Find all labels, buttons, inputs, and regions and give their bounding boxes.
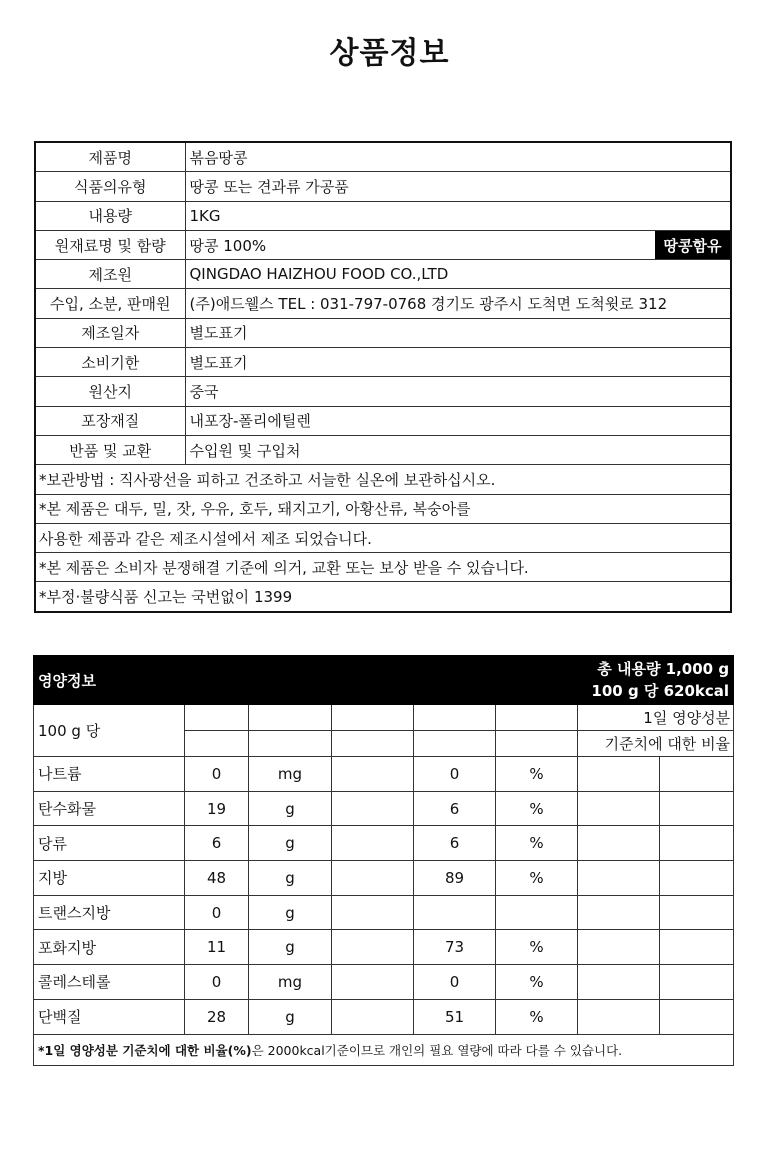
nutrient-dv-percent: 6 — [414, 791, 496, 826]
info-value: 별도표기 — [189, 324, 248, 343]
note-text: *본 제품은 대두, 밀, 잣, 우유, 호두, 돼지고기, 아황산류, 복숭아를 — [35, 494, 731, 523]
nutrient-dv-percent: 0 — [414, 965, 496, 1000]
nutrient-dv-unit: % — [496, 791, 578, 826]
info-label: 포장재질 — [35, 406, 185, 435]
empty-cell — [249, 705, 332, 731]
info-row — [35, 348, 731, 377]
nutrient-row — [34, 826, 734, 861]
empty-cell — [578, 861, 660, 896]
nutrient-row — [34, 895, 734, 930]
product-info-table — [34, 141, 732, 613]
empty-cell — [332, 826, 414, 861]
nutrient-amount: 6 — [185, 826, 249, 861]
note-row — [35, 465, 731, 494]
empty-cell — [660, 826, 734, 861]
nutrition-footnote — [34, 1034, 734, 1065]
nutrition-header-title: 영양정보 — [34, 656, 414, 705]
page-title: 상품정보 — [329, 36, 450, 71]
nutrient-name: 탄수화물 — [34, 791, 185, 826]
empty-cell — [332, 705, 414, 731]
info-label: 소비기한 — [35, 348, 185, 377]
nutrient-name: 트랜스지방 — [34, 895, 185, 930]
info-value: 1KG — [189, 206, 221, 225]
empty-cell — [332, 861, 414, 896]
note-row — [35, 523, 731, 552]
nutrient-row — [34, 757, 734, 792]
info-value-cell — [185, 260, 731, 289]
empty-cell — [660, 999, 734, 1034]
empty-cell — [660, 930, 734, 965]
nutrition-subheader-row — [34, 705, 734, 731]
info-row — [35, 289, 731, 318]
empty-cell — [332, 757, 414, 792]
nutrient-dv-unit: % — [496, 999, 578, 1034]
info-label: 식품의유형 — [35, 172, 185, 201]
empty-cell — [578, 965, 660, 1000]
nutrient-dv-unit: % — [496, 930, 578, 965]
nutrient-dv-percent — [414, 895, 496, 930]
nutrient-unit: g — [249, 930, 332, 965]
nutrient-name: 지방 — [34, 861, 185, 896]
nutrient-name: 당류 — [34, 826, 185, 861]
empty-cell — [185, 731, 249, 757]
info-value-cell — [185, 348, 731, 377]
info-value-cell — [185, 377, 731, 406]
info-value-cell — [185, 230, 731, 259]
empty-cell — [578, 895, 660, 930]
footnote-rest: 은 2000kcal기준이므로 개인의 필요 열량에 따라 다를 수 있습니다. — [251, 1042, 623, 1058]
info-value: (주)애드웰스 TEL : 031-797-0768 경기도 광주시 도척면 도척윗로 312 — [189, 295, 668, 314]
info-value-cell — [185, 406, 731, 435]
info-row — [35, 406, 731, 435]
info-label: 제품명 — [35, 142, 185, 172]
info-value-cell — [185, 435, 731, 464]
dv-label-2: 기준치에 대한 비율 — [578, 731, 734, 757]
empty-cell — [332, 895, 414, 930]
nutrient-amount: 0 — [185, 965, 249, 1000]
info-value: 수입원 및 구입처 — [189, 441, 301, 460]
note-row — [35, 553, 731, 582]
note-row — [35, 494, 731, 523]
empty-cell — [578, 791, 660, 826]
info-row — [35, 142, 731, 172]
nutrition-header-row — [34, 656, 734, 705]
info-value-cell — [185, 201, 731, 230]
nutrient-amount: 48 — [185, 861, 249, 896]
nutrient-row — [34, 999, 734, 1034]
empty-cell — [578, 999, 660, 1034]
empty-cell — [249, 731, 332, 757]
nutrient-amount: 0 — [185, 757, 249, 792]
nutrient-dv-percent: 73 — [414, 930, 496, 965]
nutrient-name: 나트륨 — [34, 757, 185, 792]
info-value-cell — [185, 142, 731, 172]
info-value: 별도표기 — [189, 353, 248, 372]
nutrient-amount: 28 — [185, 999, 249, 1034]
info-value-cell — [185, 289, 731, 318]
note-text: *본 제품은 소비자 분쟁해결 기준에 의거, 교환 또는 보상 받을 수 있습니다. — [35, 553, 731, 582]
nutrient-amount: 0 — [185, 895, 249, 930]
empty-cell — [414, 705, 496, 731]
info-value: 볶음땅콩 — [189, 148, 248, 167]
info-row — [35, 172, 731, 201]
per-serving-kcal: 100 g 당 620kcal — [591, 682, 730, 700]
nutrition-footnote-row — [34, 1034, 734, 1065]
empty-cell — [414, 731, 496, 757]
info-label: 수입, 소분, 판매원 — [35, 289, 185, 318]
info-row — [35, 260, 731, 289]
nutrient-unit: g — [249, 999, 332, 1034]
info-label: 제조일자 — [35, 318, 185, 347]
nutrient-dv-percent: 6 — [414, 826, 496, 861]
info-row — [35, 201, 731, 230]
empty-cell — [660, 895, 734, 930]
nutrient-dv-percent: 0 — [414, 757, 496, 792]
nutrient-row — [34, 965, 734, 1000]
nutrient-row — [34, 791, 734, 826]
empty-cell — [660, 861, 734, 896]
note-text: 사용한 제품과 같은 제조시설에서 제조 되었습니다. — [35, 523, 731, 552]
nutrient-row — [34, 861, 734, 896]
info-row — [35, 318, 731, 347]
dv-label-1: 1일 영양성분 — [578, 705, 734, 731]
note-text: *부정·불량식품 신고는 국번없이 1399 — [35, 582, 731, 612]
info-value: 내포장-폴리에틸렌 — [189, 412, 311, 431]
info-row — [35, 435, 731, 464]
empty-cell — [332, 731, 414, 757]
info-label: 내용량 — [35, 201, 185, 230]
footnote-bold: *1일 영양성분 기준치에 대한 비율(%) — [38, 1042, 252, 1058]
nutrient-dv-percent: 89 — [414, 861, 496, 896]
empty-cell — [660, 965, 734, 1000]
empty-cell — [185, 705, 249, 731]
note-row — [35, 582, 731, 612]
info-label: 원재료명 및 함량 — [35, 230, 185, 259]
empty-cell — [660, 757, 734, 792]
nutrient-name: 단백질 — [34, 999, 185, 1034]
empty-cell — [578, 930, 660, 965]
info-label: 반품 및 교환 — [35, 435, 185, 464]
info-label: 제조원 — [35, 260, 185, 289]
info-value-cell — [185, 318, 731, 347]
empty-cell — [496, 705, 578, 731]
nutrient-dv-unit: % — [496, 757, 578, 792]
info-value: 중국 — [189, 383, 219, 402]
empty-cell — [578, 826, 660, 861]
nutrient-unit: g — [249, 826, 332, 861]
nutrient-row — [34, 930, 734, 965]
note-text: *보관방법 : 직사광선을 피하고 건조하고 서늘한 실온에 보관하십시오. — [35, 465, 731, 494]
info-row — [35, 377, 731, 406]
nutrient-unit: g — [249, 861, 332, 896]
nutrition-table — [33, 655, 734, 1066]
info-value: 땅콩 또는 견과류 가공품 — [189, 177, 349, 196]
empty-cell — [332, 930, 414, 965]
empty-cell — [332, 965, 414, 1000]
empty-cell — [496, 731, 578, 757]
empty-cell — [578, 757, 660, 792]
empty-cell — [332, 999, 414, 1034]
nutrient-unit: mg — [249, 757, 332, 792]
info-row — [35, 230, 731, 259]
per-100g-label: 100 g 당 — [34, 705, 185, 757]
info-value: 땅콩 100% — [189, 236, 267, 255]
nutrient-amount: 11 — [185, 930, 249, 965]
info-label: 원산지 — [35, 377, 185, 406]
nutrition-header-summary — [414, 656, 734, 705]
nutrient-unit: g — [249, 895, 332, 930]
nutrient-dv-unit — [496, 895, 578, 930]
nutrient-name: 포화지방 — [34, 930, 185, 965]
nutrient-dv-percent: 51 — [414, 999, 496, 1034]
empty-cell — [332, 791, 414, 826]
empty-cell — [660, 791, 734, 826]
info-value-cell — [185, 172, 731, 201]
nutrient-unit: mg — [249, 965, 332, 1000]
nutrient-name: 콜레스테롤 — [34, 965, 185, 1000]
nutrient-dv-unit: % — [496, 965, 578, 1000]
nutrient-amount: 19 — [185, 791, 249, 826]
nutrient-unit: g — [249, 791, 332, 826]
info-value: QINGDAO HAIZHOU FOOD CO.,LTD — [189, 265, 449, 284]
total-content: 총 내용량 1,000 g — [597, 660, 730, 678]
allergen-badge: 땅콩함유 — [655, 231, 730, 259]
nutrient-dv-unit: % — [496, 826, 578, 861]
nutrient-dv-unit: % — [496, 861, 578, 896]
